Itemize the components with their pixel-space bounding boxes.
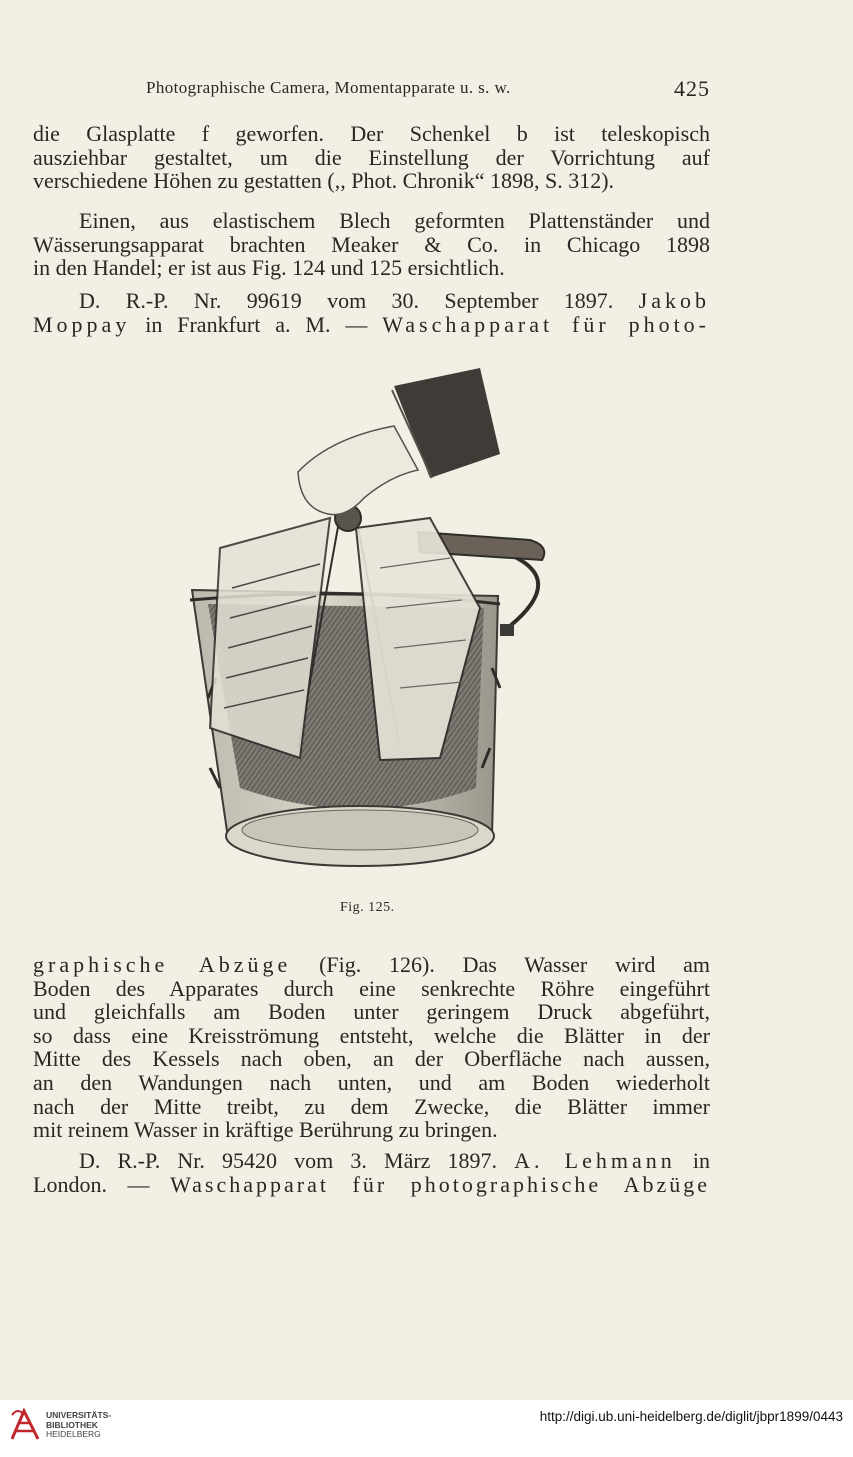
text-line	[33, 313, 710, 337]
paragraph-2	[33, 209, 710, 280]
running-title: Photographische Camera, Momentapparate u. s. w.	[146, 78, 511, 97]
text-line: verschiedene Höhen zu gestatten (,, Phot. Chronik“ 1898, S. 312).	[33, 168, 615, 194]
text-line: nach der Mitte treibt, zu dem Zwecke, die Blätter immer	[33, 1093, 710, 1119]
text-line	[33, 1149, 710, 1173]
hand	[298, 426, 418, 515]
figure-washing-apparatus	[180, 368, 600, 890]
footer-bar	[0, 1400, 853, 1457]
text-line: Wässerungsapparat brachten Meaker & Co. in Chicago 1898	[33, 231, 710, 257]
patent-title: graphische Abzüge	[33, 952, 292, 977]
running-header	[146, 76, 710, 106]
text-line: so dass eine Kreisströmung entsteht, welche die Blätter in der	[33, 1022, 710, 1048]
text-line: ausziehbar gestaltet, um die Einstellung der Vorrichtung auf	[33, 144, 710, 170]
text-line: in den Handel; er ist aus Fig. 124 und 125 ersichtlich.	[33, 255, 505, 281]
text-line: mit reinem Wasser in kräftige Berührung zu bringen.	[33, 1117, 498, 1143]
text-line	[33, 953, 710, 977]
library-logo-icon	[10, 1405, 40, 1443]
text-segment: in	[692, 1148, 711, 1173]
text-line: und gleichfalls am Boden unter geringem Druck abgeführt,	[33, 999, 710, 1025]
patent-reference: D. R.-P. Nr. 95420 vom 3. März 1897.	[79, 1148, 498, 1173]
text-line: Einen, aus elastischem Blech geformten Plattenständer und	[79, 208, 710, 233]
pail-floor	[242, 810, 478, 850]
location: in Frankfurt a. M. —	[145, 311, 368, 337]
paragraph-4	[33, 953, 710, 1142]
text-line	[33, 289, 710, 313]
handle-lug	[500, 624, 514, 636]
text-line: Boden des Apparates durch eine senkrechte Röhre eingeführt	[33, 975, 710, 1001]
text-line: die Glasplatte f geworfen. Der Schenkel b ist teleskopisch	[33, 121, 710, 146]
patent-reference: D. R.-P. Nr. 99619 vom 30. September 1897.	[79, 288, 614, 313]
text-line	[33, 1173, 710, 1197]
library-name-line: BIBLIOTHEK	[46, 1419, 98, 1430]
inventor-name: Moppay	[33, 311, 131, 337]
source-url-link[interactable]: http://digi.ub.uni-heidelberg.de/diglit/jbpr1899/0443	[539, 1409, 843, 1424]
paragraph-1	[33, 122, 710, 193]
text-segment: (Fig. 126). Das Wasser wird am	[319, 952, 710, 977]
inventor-name: Jakob	[638, 288, 710, 313]
figure-caption: Fig. 125.	[340, 900, 395, 915]
location: London. —	[33, 1171, 150, 1197]
paragraph-5	[33, 1149, 710, 1196]
text-line: Mitte des Kessels nach oben, an der Oberfläche nach aussen,	[33, 1046, 710, 1072]
library-name	[46, 1411, 111, 1440]
library-name-line: UNIVERSITÄTS-	[46, 1410, 112, 1420]
patent-title: Waschapparat für photo-	[382, 311, 711, 337]
page-number: 425	[674, 76, 710, 101]
inventor-name: A. Lehmann	[514, 1148, 676, 1173]
text-line: an den Wandungen nach unten, und am Boden wiederholt	[33, 1069, 710, 1095]
paragraph-3	[33, 289, 710, 336]
library-name-line: HEIDELBERG	[46, 1429, 101, 1439]
patent-title: Waschapparat für photographische Abzüge	[170, 1171, 710, 1197]
